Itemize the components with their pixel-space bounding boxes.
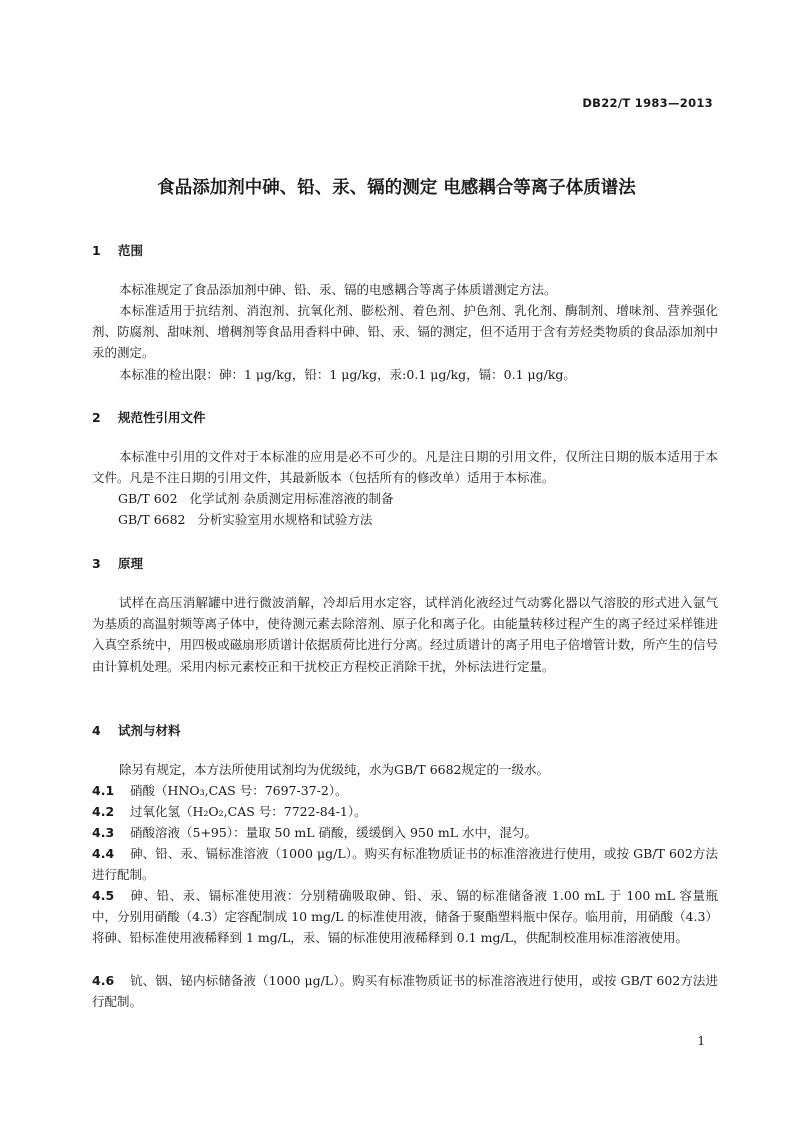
section-number: 1 bbox=[92, 243, 101, 258]
list-item bbox=[92, 822, 718, 843]
list-item bbox=[92, 885, 718, 949]
page-number: 1 bbox=[697, 1034, 705, 1048]
section-number: 3 bbox=[92, 556, 101, 571]
section-title: 规范性引用文件 bbox=[118, 410, 206, 425]
item-text: 砷、铅、汞、镉标准溶液（1000 μg/L）。购买有标准物质证书的标准溶液进行使用，或按 GB/T 602方法进行配制。 bbox=[92, 846, 718, 883]
item-number: 4.1 bbox=[92, 783, 115, 798]
list-item bbox=[92, 801, 718, 822]
list-item bbox=[92, 780, 718, 801]
item-text: 钪、铟、铋内标储备液（1000 μg/L）。购买有标准物质证书的标准溶液进行使用，或按 GB/T 602方法进行配制。 bbox=[92, 973, 718, 1010]
paragraph: 本标准的检出限：砷：1 μg/kg，铅：1 μg/kg，汞:0.1 μg/kg，镉：0.1 μg/kg。 bbox=[119, 367, 576, 382]
item-text: 过氧化氢（H₂O₂,CAS 号：7722-84-1）。 bbox=[130, 804, 367, 819]
paragraph: 本标准规定了食品添加剂中砷、铅、汞、镉的电感耦合等离子体质谱测定方法。 bbox=[119, 282, 557, 297]
section-3-heading bbox=[92, 554, 143, 572]
item-number: 4.3 bbox=[92, 825, 115, 840]
document-title: 食品添加剂中砷、铅、汞、镉的测定 电感耦合等离子体质谱法 bbox=[157, 178, 636, 198]
reference-item: GB/T 6682 分析实验室用水规格和试验方法 bbox=[118, 512, 373, 527]
item-number: 4.4 bbox=[92, 846, 115, 861]
paragraph: 除另有规定，本方法所使用试剂均为优级纯，水为GB/T 6682规定的一级水。 bbox=[119, 762, 550, 777]
item-text: 硝酸（HNO₃,CAS 号：7697-37-2）。 bbox=[130, 783, 348, 798]
list-item bbox=[92, 843, 718, 885]
document-code: DB22/T 1983—2013 bbox=[582, 96, 713, 110]
section-title: 试剂与材料 bbox=[118, 723, 181, 738]
section-title: 范围 bbox=[118, 243, 144, 258]
item-text: 硝酸溶液（5+95）：量取 50 mL 硝酸，缓缓倒入 950 mL 水中，混匀。 bbox=[130, 825, 537, 840]
section-number: 4 bbox=[92, 723, 101, 738]
paragraph: 试样在高压消解罐中进行微波消解，冷却后用水定容，试样消化液经过气动雾化器以气溶胶的形式进入氩气为基质的高温射频等离子体中，使待测元素去除溶剂、原子化和离子化。由能量转移过程产生的离子经过采样锥进入真空系统中，用四极或磁扇形质谱计依据质荷比进行分离。经过质谱计的离子用电子倍增管计数，所产生的信号由计算机处理。采用内标元素校正和干扰校正方程校正消除干扰，外标法进行定量。 bbox=[92, 595, 718, 674]
item-text: 砷、铅、汞、镉标准使用液：分别精确吸取砷、铅、汞、镉的标准储备液 1.00 mL 于 100 mL 容量瓶中，分别用硝酸（4.3）定容配制成 10 mg/L 的标准使用液，储备于聚酯塑料瓶中保存。临用前，用硝酸（4.3）将砷、铅标准使用液稀释到 1 mg/L，汞、镉的标准使用液稀释到 0.1 mg/L，供配制校准用标准溶液使用。 bbox=[92, 888, 718, 946]
section-title: 原理 bbox=[118, 556, 144, 571]
item-number: 4.6 bbox=[92, 973, 115, 988]
section-4-heading bbox=[92, 721, 181, 739]
section-1-heading bbox=[92, 241, 143, 259]
paragraph: 本标准适用于抗结剂、消泡剂、抗氧化剂、膨松剂、着色剂、护色剂、乳化剂、酶制剂、增味剂、营养强化剂、防腐剂、甜味剂、增稠剂等食品用香料中砷、铅、汞、镉的测定，但不适用于含有芳烃类物质的食品添加剂中汞的测定。 bbox=[92, 303, 718, 361]
reference-item: GB/T 602 化学试剂 杂质测定用标准溶液的制备 bbox=[118, 491, 394, 506]
section-2-heading bbox=[92, 408, 206, 426]
paragraph: 本标准中引用的文件对于本标准的应用是必不可少的。凡是注日期的引用文件，仅所注日期的版本适用于本文件。凡是不注日期的引用文件，其最新版本（包括所有的修改单）适用于本标准。 bbox=[92, 449, 718, 486]
list-item bbox=[92, 970, 718, 1012]
item-number: 4.2 bbox=[92, 804, 115, 819]
item-number: 4.5 bbox=[92, 888, 115, 903]
section-number: 2 bbox=[92, 410, 101, 425]
